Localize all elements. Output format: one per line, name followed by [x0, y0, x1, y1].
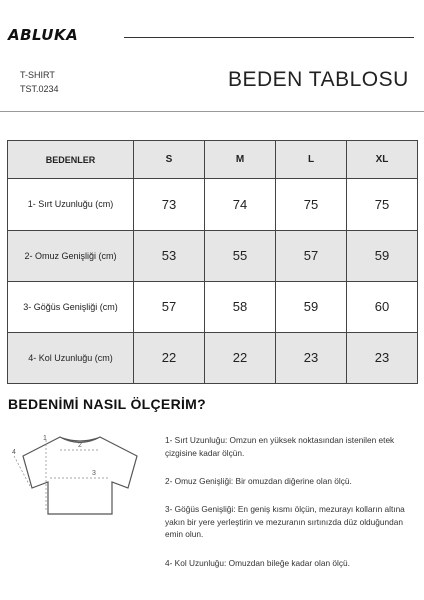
table-cell: 59: [347, 230, 418, 281]
product-code: TST.0234: [20, 84, 59, 94]
row-label-chest-width: 3- Göğüs Genişliği (cm): [8, 281, 134, 332]
instruction-back-length: 1- Sırt Uzunluğu: Omzun en yüksek noktasından istenilen etek çizgisine kadar ölçün.: [165, 435, 395, 458]
table-cell: 55: [205, 230, 276, 281]
header-sizes: BEDENLER: [8, 141, 134, 179]
diagram-label-1: 1: [43, 435, 47, 442]
table-cell: 74: [205, 179, 276, 230]
row-label-back-length: 1- Sırt Uzunluğu (cm): [8, 179, 134, 230]
instruction-sleeve-length: 4- Kol Uzunluğu: Omuzdan bileğe kadar olan ölçü.: [165, 558, 350, 568]
table-row: [8, 179, 418, 230]
table-cell: 60: [347, 281, 418, 332]
tshirt-measurement-diagram: [0, 420, 160, 520]
diagram-label-3: 3: [92, 470, 96, 477]
table-cell: 23: [347, 332, 418, 383]
table-cell: 23: [276, 332, 347, 383]
header-size-m: M: [205, 141, 276, 179]
diagram-label-4: 4: [12, 449, 16, 456]
table-cell: 58: [205, 281, 276, 332]
section-divider: [0, 111, 424, 112]
brand-logo: ABLUKA: [8, 26, 79, 44]
how-to-measure-title: BEDENİMİ NASIL ÖLÇERİM?: [8, 396, 206, 412]
table-row: [8, 332, 418, 383]
instruction-shoulder-width: 2- Omuz Genişliği: Bir omuzdan diğerine olan ölçü.: [165, 476, 352, 486]
header-size-xl: XL: [347, 141, 418, 179]
table-cell: 75: [347, 179, 418, 230]
table-cell: 22: [205, 332, 276, 383]
row-label-shoulder-width: 2- Omuz Genişliği (cm): [8, 230, 134, 281]
page-title: BEDEN TABLOSU: [228, 68, 409, 91]
diagram-label-2: 2: [78, 442, 82, 449]
table-row: [8, 281, 418, 332]
row-label-sleeve-length: 4- Kol Uzunluğu (cm): [8, 332, 134, 383]
table-cell: 59: [276, 281, 347, 332]
table-cell: 53: [134, 230, 205, 281]
product-name: T-SHIRT: [20, 70, 55, 80]
table-cell: 22: [134, 332, 205, 383]
table-header-row: [8, 141, 418, 179]
size-table: [7, 140, 418, 384]
instruction-chest-width: 3- Göğüs Genişliği: En geniş kısmı ölçün, mezurayı kolların altına yakın bir yere yerleştirin ve mezuranın sırtınızda düz olduğundan emin olun.: [165, 504, 405, 539]
table-cell: 57: [134, 281, 205, 332]
table-cell: 57: [276, 230, 347, 281]
table-cell: 75: [276, 179, 347, 230]
table-cell: 73: [134, 179, 205, 230]
table-row: [8, 230, 418, 281]
header-divider: [124, 37, 414, 38]
header-size-s: S: [134, 141, 205, 179]
header-size-l: L: [276, 141, 347, 179]
